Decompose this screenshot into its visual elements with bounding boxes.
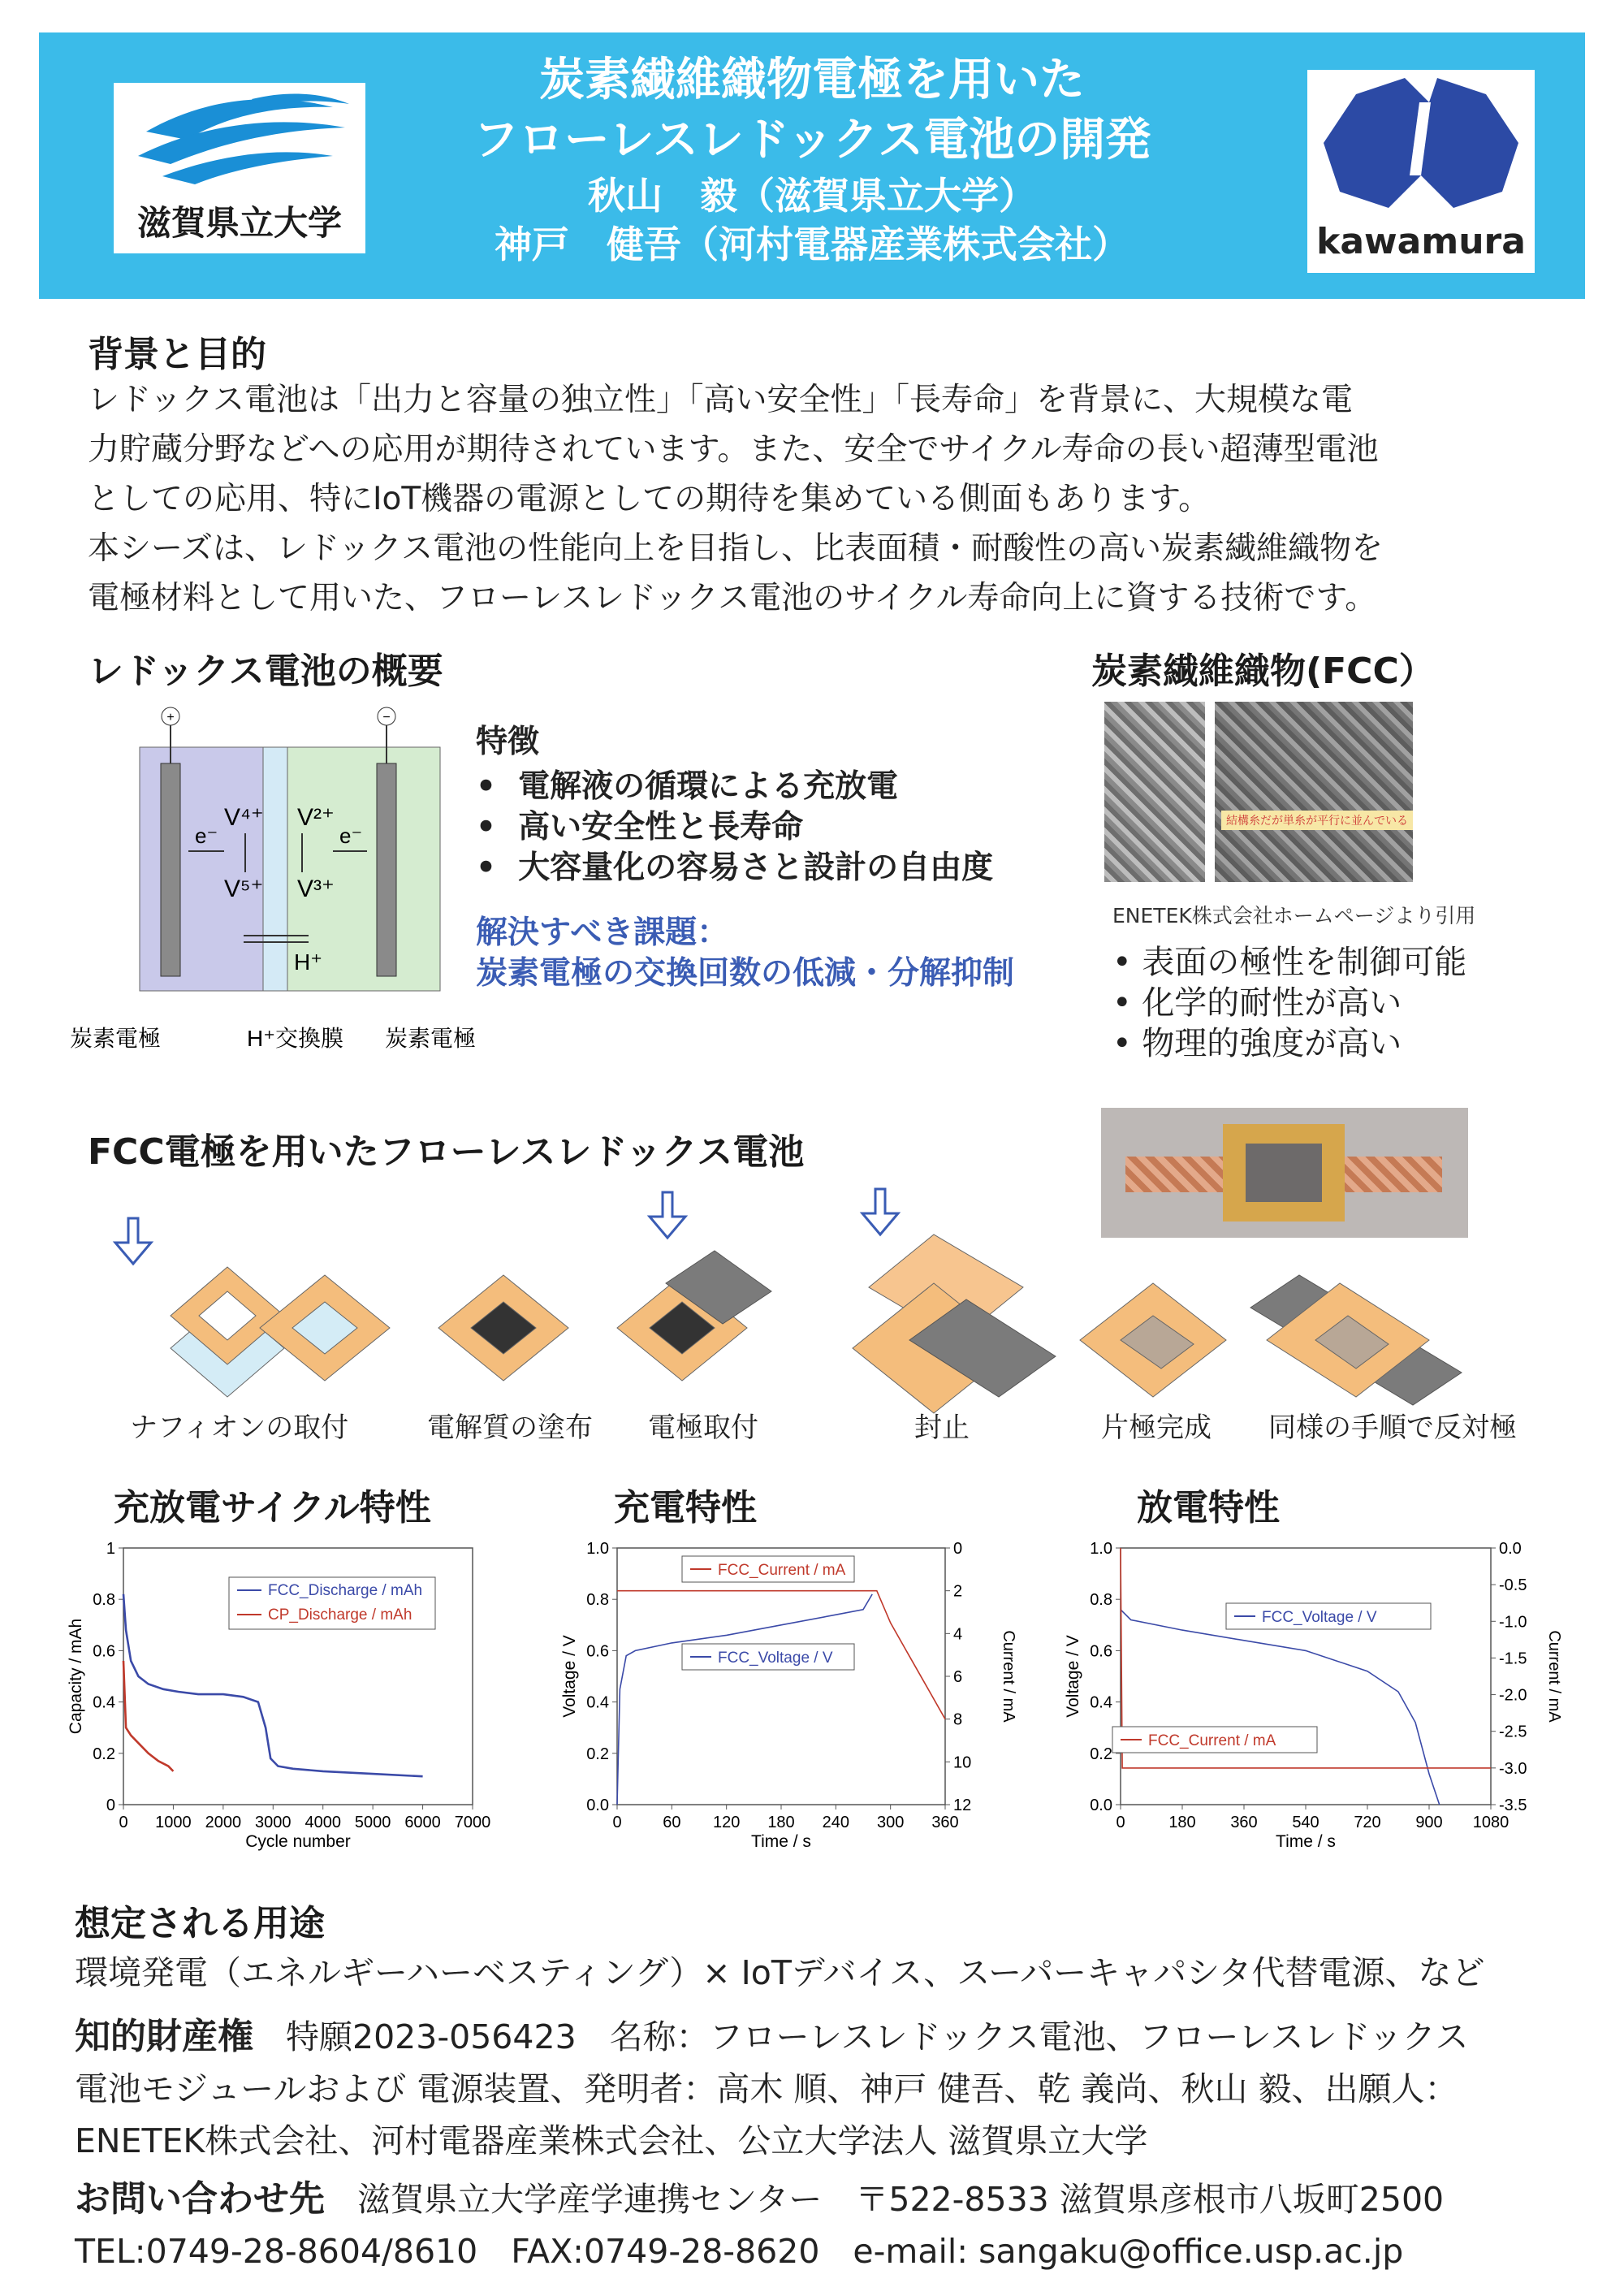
y2-tick-label: -1.5 (1499, 1650, 1527, 1668)
x-tick-label: 7000 (454, 1814, 491, 1831)
x-tick-label: 2000 (205, 1814, 242, 1831)
label-h-membrane: H⁺交換膜 (247, 1026, 344, 1051)
contact-heading: お問い合わせ先 (75, 2178, 325, 2220)
down-arrow-icon (862, 1189, 898, 1234)
assembly-heading: FCC電極を用いたフローレスレドックス電池 (88, 1131, 805, 1173)
assembly-step: 封止 (914, 1412, 970, 1444)
series-line (1121, 1610, 1440, 1805)
university-logo-text: 滋賀県立大学 (136, 203, 342, 243)
y-axis-label: Voltage / V (560, 1635, 579, 1718)
plot-frame (617, 1548, 945, 1805)
poster-title-line2: フローレスレドックス電池の開発 (473, 114, 1151, 166)
legend-label: FCC_Current / mA (1148, 1732, 1276, 1749)
legend-label: CP_Discharge / mAh (268, 1606, 412, 1624)
x-tick-label: 1000 (155, 1814, 192, 1831)
fcc-point: • 化学的耐性が高い (1112, 984, 1402, 1022)
ip-heading: 知的財産権 (75, 2016, 253, 2057)
x-tick-label: 5000 (354, 1814, 391, 1831)
ip-line: 電池モジュールおよび 電源装置、発明者：高木 順、神戸 健吾、乾 義尚、秋山 毅、出願人： (75, 2069, 1458, 2108)
y-tick-label: 0.4 (1090, 1693, 1112, 1712)
redox-cell-diagram (65, 705, 520, 1062)
features-title: 特徴 (476, 724, 540, 760)
y-tick-label: 0.8 (586, 1591, 609, 1610)
series-line (617, 1594, 872, 1805)
y-tick-label: 0.6 (93, 1642, 115, 1661)
poster-title-line1: 炭素繊維織物電極を用いた (539, 54, 1085, 106)
series-line (123, 1661, 173, 1771)
fcc-citation: ENETEK株式会社ホームページより引用 (1112, 904, 1476, 927)
electron-left: e⁻ (195, 824, 218, 848)
issue-text: 炭素電極の交換回数の低減・分解抑制 (476, 955, 1015, 992)
ip-line: 特願2023-056423 名称：フローレスレドックス電池、フローレスレドックス (286, 2017, 1469, 2056)
y-tick-label: 1.0 (586, 1540, 609, 1558)
y2-tick-label: 6 (953, 1668, 963, 1686)
fcc-heading: 炭素繊維織物(FCC） (1091, 651, 1435, 692)
author-1: 秋山 毅（滋賀県立大学） (588, 174, 1036, 218)
y2-tick-label: 12 (953, 1797, 972, 1814)
fcc-point: • 表面の極性を制御可能 (1112, 944, 1467, 981)
x-axis-label: Time / s (751, 1832, 811, 1851)
y2-tick-label: -2.5 (1499, 1723, 1527, 1741)
fcc-photo-closeup (1215, 702, 1413, 882)
y-tick-label: 0.8 (1090, 1591, 1112, 1610)
x-tick-label: 0 (119, 1814, 128, 1831)
uses-text: 環境発電（エネルギーハーベスティング）× IoTデバイス、スーパーキャパシタ代替電源、など (75, 1953, 1485, 1992)
y-tick-label: 0.4 (93, 1693, 115, 1712)
chart-title-cycle: 充放電サイクル特性 (114, 1487, 431, 1529)
x-tick-label: 720 (1354, 1814, 1381, 1831)
y2-tick-label: -2.0 (1499, 1686, 1527, 1705)
ip-line: ENETEK株式会社、河村電器産業株式会社、公立大学法人 滋賀県立大学 (75, 2121, 1148, 2160)
feature-item: • 電解液の循環による充放電 (476, 768, 899, 805)
assembly-step: 片極完成 (1101, 1412, 1212, 1444)
x-tick-label: 240 (822, 1814, 850, 1831)
x-tick-label: 0 (612, 1814, 622, 1831)
x-tick-label: 60 (663, 1814, 681, 1831)
background-line: レドックス電池は「出力と容量の独立性」「高い安全性」「長寿命」を背景に、大規模な電 (88, 382, 1354, 418)
y2-tick-label: 10 (953, 1753, 972, 1772)
legend-label: FCC_Voltage / V (1262, 1609, 1377, 1626)
y-tick-label: 0.2 (93, 1745, 115, 1763)
label-carbon-electrode-right: 炭素電極 (385, 1026, 477, 1051)
down-arrow-icon (650, 1192, 685, 1238)
x-tick-label: 360 (931, 1814, 959, 1831)
fcc-points (1112, 942, 1466, 1064)
y-tick-label: 0.4 (586, 1693, 609, 1712)
x-tick-label: 1080 (1472, 1814, 1510, 1831)
kawamura-mark-icon (1307, 70, 1535, 224)
y-tick-label: 0.2 (586, 1745, 609, 1763)
electron-right: e⁻ (339, 824, 363, 848)
y-axis-label: Capacity / mAh (67, 1618, 85, 1735)
vanadium-v4: V⁴⁺ (224, 804, 264, 831)
background-line: 力貯蔵分野などへの応用が期待されています。また、安全でサイクル寿命の長い超薄型電池 (88, 431, 1379, 468)
contact-phone-email: TEL:0749-28-8604/8610 FAX:0749-28-8620 e-mail: sangaku@office.usp.ac.jp (75, 2232, 1404, 2271)
y-tick-label: 1 (106, 1540, 115, 1558)
background-heading: 背景と目的 (88, 334, 266, 375)
y-tick-label: 0 (106, 1797, 115, 1814)
y2-tick-label: -3.0 (1499, 1759, 1527, 1778)
y-tick-label: 0.6 (586, 1642, 609, 1661)
y-tick-label: 0.2 (1090, 1745, 1112, 1763)
feature-item: • 大容量化の容易さと設計の自由度 (476, 850, 994, 886)
legend-label: FCC_Current / mA (718, 1562, 846, 1579)
feature-item: • 高い安全性と長寿命 (476, 809, 804, 845)
assembly-step: 電解質の塗布 (427, 1412, 593, 1444)
x-tick-label: 900 (1415, 1814, 1443, 1831)
x-tick-label: 120 (712, 1814, 741, 1831)
x-tick-label: 360 (1230, 1814, 1258, 1831)
x-tick-label: 4000 (304, 1814, 341, 1831)
proton-label: H⁺ (294, 949, 322, 975)
y-tick-label: 0.0 (586, 1797, 609, 1814)
background-line: 電極材料として用いた、フローレスレドックス電池のサイクル寿命向上に資する技術です。 (88, 580, 1377, 616)
university-logo (114, 83, 365, 253)
vanadium-v2: V²⁺ (297, 804, 335, 831)
chart-title-charge: 充電特性 (614, 1487, 757, 1529)
wave-icon (114, 83, 365, 205)
assembly-step: ナフィオンの取付 (130, 1412, 349, 1444)
x-axis-label: Time / s (1276, 1832, 1336, 1851)
y2-tick-label: -3.5 (1499, 1797, 1527, 1814)
y2-tick-label: 8 (953, 1710, 963, 1729)
legend-label: FCC_Voltage / V (718, 1650, 833, 1667)
plus-sign: + (166, 711, 175, 724)
minus-sign: − (382, 711, 391, 724)
y-tick-label: 0.8 (93, 1591, 115, 1610)
fcc-photo-weave (1104, 702, 1205, 882)
x-tick-label: 3000 (255, 1814, 292, 1831)
assembly-step: 同様の手順で反対極 (1268, 1412, 1517, 1444)
fcc-photo-caption: 結構糸だが単糸が平行に並んでいる (1221, 811, 1413, 830)
plot-frame (1121, 1548, 1491, 1805)
x-tick-label: 0 (1116, 1814, 1125, 1831)
y2-tick-label: 0 (953, 1540, 963, 1558)
down-arrow-icon (115, 1218, 151, 1264)
y-tick-label: 1.0 (1090, 1540, 1112, 1558)
y2-tick-label: -1.0 (1499, 1613, 1527, 1632)
chart-title-discharge: 放電特性 (1137, 1487, 1280, 1529)
legend-label: FCC_Discharge / mAh (268, 1582, 423, 1599)
x-tick-label: 300 (876, 1814, 905, 1831)
contact-block (75, 2173, 1585, 2277)
assembly-diagram (97, 1186, 1543, 1438)
x-tick-label: 6000 (404, 1814, 441, 1831)
x-tick-label: 180 (1168, 1814, 1196, 1831)
kawamura-logo-text: kawamura (1316, 221, 1526, 262)
y2-tick-label: 2 (953, 1582, 963, 1601)
chart-cycle (65, 1535, 536, 1876)
author-2: 神戸 健吾（河村電器産業株式会社） (495, 223, 1129, 266)
contact-address: 滋賀県立大学産学連携センター 〒522-8533 滋賀県彦根市八坂町2500 (357, 2180, 1445, 2219)
y2-tick-label: 0.0 (1499, 1540, 1522, 1558)
background-line: 本シーズは、レドックス電池の性能向上を目指し、比表面積・耐酸性の高い炭素繊維織物を (88, 530, 1384, 567)
background-text (88, 375, 1549, 623)
fcc-point: • 物理的強度が高い (1112, 1025, 1402, 1062)
y2-axis-label: Current / mA (1000, 1630, 1017, 1723)
uses-heading: 想定される用途 (75, 1903, 325, 1944)
issue-title: 解決すべき課題： (476, 915, 729, 951)
y2-tick-label: -0.5 (1499, 1576, 1527, 1595)
assembly-step: 電極取付 (648, 1412, 758, 1444)
y2-tick-label: 4 (953, 1625, 963, 1644)
y-tick-label: 0.6 (1090, 1642, 1112, 1661)
chart-discharge (1056, 1535, 1592, 1876)
x-tick-label: 540 (1292, 1814, 1320, 1831)
x-axis-label: Cycle number (245, 1832, 351, 1851)
label-carbon-electrode-left: 炭素電極 (70, 1026, 162, 1051)
x-tick-label: 180 (767, 1814, 795, 1831)
vanadium-v3: V³⁺ (297, 876, 335, 902)
y-axis-label: Voltage / V (1064, 1635, 1082, 1718)
y2-axis-label: Current / mA (1545, 1630, 1563, 1723)
background-line: としての応用、特にIoT機器の電源としての期待を集めている側面もあります。 (88, 481, 1211, 517)
ip-block (75, 2011, 1585, 2167)
vanadium-v5: V⁵⁺ (224, 876, 264, 902)
y-tick-label: 0.0 (1090, 1797, 1112, 1814)
features-block (476, 716, 1093, 994)
chart-charge (536, 1535, 1039, 1876)
overview-heading: レドックス電池の概要 (88, 651, 443, 692)
kawamura-logo (1307, 70, 1535, 273)
